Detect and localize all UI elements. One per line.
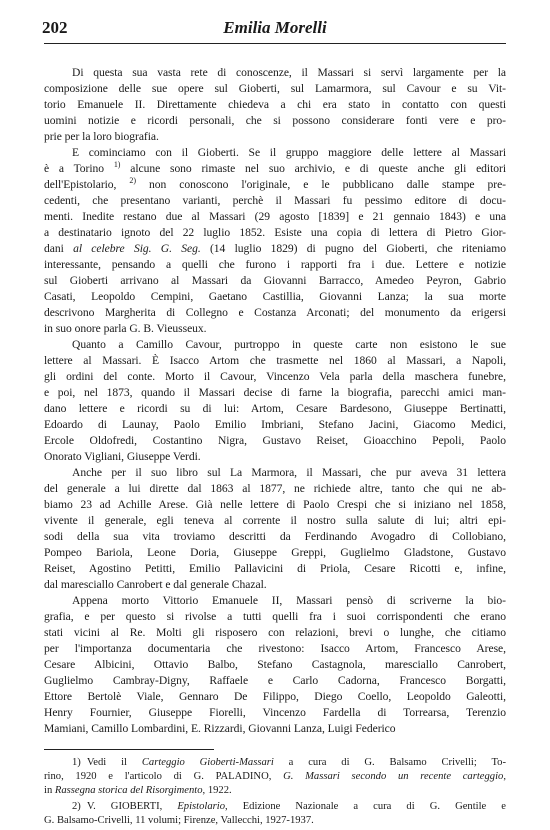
text-line: sodi della sua vita troviamo descritti da Ferdinando Avogadro di Collobiano, — [44, 530, 506, 543]
footnote-reference[interactable]: 1) — [113, 160, 121, 170]
paragraph — [44, 337, 506, 465]
page-number: 202 — [42, 18, 68, 37]
text-line: Guglielmo Cambray-Digny, Raffaele e Carlo Cadorna, Francesco Borgatti, — [44, 674, 506, 687]
text-line: in suo onore parla G. B. Vieusseux. — [44, 322, 207, 335]
text-line: interessante, pensando a quelli che furono i rapporti fra i due. Lettere e notizie — [44, 258, 506, 271]
footnote-rule — [44, 749, 214, 750]
footnote-line: 1) Vedi il Carteggio Gioberti-Massari a cura di G. Balsamo Crivelli; To- — [44, 756, 506, 770]
paragraph — [44, 593, 506, 737]
text-line: dal maresciallo Canrobert e dal generale Chazal. — [44, 578, 267, 591]
paragraph — [44, 65, 506, 145]
footnote — [44, 756, 506, 798]
italic-text: al celebre Sig. G. Seg. — [73, 242, 201, 255]
text-line: è a Torino $^{1)}$ alcune sono rimaste nel suo archivio, e di queste anche gli editori — [44, 160, 506, 175]
text-line: dani al celebre Sig. G. Seg. (14 luglio 1829) di pugno del Gioberti, che riteniamo — [44, 242, 506, 255]
text-line: Ettore Bertolè Viale, Gennaro De Filippo, Diego Coello, Leopoldo Galeotti, — [44, 690, 506, 703]
italic-text: Rassegna storica del Risorgimento — [54, 785, 203, 796]
footnote-marker: 2) — [72, 801, 81, 812]
text-line: gli ordini del conte. Morto il Cavour, Vincenzo Vela parla della maschera funebre, — [44, 370, 506, 383]
text-line: Cesare Albicini, Ottavio Balbo, Stefano Castagnola, maresciallo Canrobert, — [44, 658, 506, 671]
italic-text: G. Massari secondo un recente carteggio — [283, 771, 504, 782]
italic-text: Epistolario — [177, 801, 225, 812]
text-line: cedenti, che presentano varianti, perchè il Massari fu pessimo editore di docu- — [44, 194, 506, 207]
text-line: dano lettere e ricordi su di lui: Artom, Cesare Bardesono, Giuseppe Bertinatti, — [44, 402, 506, 415]
text-line: e poi, nel 1873, quando il Massari decise di farne la biografia, parecchi amici man- — [44, 386, 506, 399]
text-line: biamo 23 ad Achille Arese. Già nelle lettere di Paolo Crespi che si iniziano nel 1858, — [44, 498, 506, 511]
footnote-line: rino, 1920 e l'articolo di G. PALADINO, G. Massari secondo un recente carteggio, — [44, 771, 506, 782]
body-text — [44, 65, 506, 737]
text-line: dell'Epistolario, $^{2)}$ non conoscono l'originale, e le pubblicano dalle stampe pre- — [44, 176, 506, 191]
text-line: Casati, Leopoldo Cempini, Gaetano Castillia, Giovanni Lanza; la sua morte — [44, 290, 506, 303]
footnote-reference[interactable]: 2) — [129, 176, 136, 186]
paragraph — [44, 465, 506, 593]
text-line: Di questa sua vasta rete di conoscenze, il Massari si servì largamente per la — [72, 66, 506, 79]
text-line: Anche per il suo libro sul La Marmora, il Massari, che pur aveva 31 lettera — [72, 466, 506, 479]
footnotes — [44, 756, 506, 828]
italic-text: Carteggio Gioberti-Massari — [141, 757, 274, 768]
footnote-line: in Rassegna storica del Risorgimento, 1922. — [44, 785, 232, 796]
running-head: Emilia Morelli — [223, 18, 327, 37]
text-line: torio Emanuele II. Direttamente chiedeva a chi era stato in contatto con questi — [44, 98, 506, 111]
page-header — [44, 18, 506, 38]
text-line: sul Gioberti arrivano al Massari da Giovanni Barracco, Amedeo Peyron, Gabrio — [44, 274, 506, 287]
text-line: stati vicini al Re. Molti gli risposero con relazioni, brevi o lunghe, che citiamo — [44, 626, 506, 639]
footnote — [44, 800, 506, 828]
text-line: uomini notizie e ricordi personali, che si possono considerare fonti vere e pro- — [44, 114, 506, 127]
text-line: grafia, e per questo si rivolse a tutti quelli fra i suoi corrispondenti che erano — [44, 610, 506, 623]
text-line: Quanto a Camillo Cavour, purtroppo in queste carte non esistono le sue — [72, 338, 506, 351]
footnote-line: G. Balsamo-Crivelli, 11 volumi; Firenze, Vallecchi, 1927-1937. — [44, 815, 314, 826]
text-line: lettere al Massari. È Isacco Artom che trasmette nel 1860 al Massari, a Napoli, — [44, 354, 506, 367]
text-line: Onorato Vigliani, Giuseppe Verdi. — [44, 450, 201, 463]
text-line: descrivono Margherita di Collegno e Costanza Arconati; del monumento da erigersi — [44, 306, 506, 319]
text-line: E cominciamo con il Gioberti. Se il gruppo maggiore delle lettere al Massari — [72, 146, 506, 159]
text-line: menti. Inedite restano due al Massari (29 agosto [1839] e 21 gennaio 1843) e una — [44, 210, 506, 223]
text-line: Mamiani, Camillo Lombardini, E. Rizzardi, Giovanni Lanza, Luigi Federico — [44, 722, 396, 735]
text-line: a destinatario ignoto del 22 luglio 1852. Esiste una copia di lettera di Pietro Gior- — [44, 226, 506, 239]
text-line: composizione delle sue opere sul Gioberti, sul Lamarmora, sul Cavour e su Vit- — [44, 82, 506, 95]
text-line: Edoardo di Launay, Paolo Emilio Imbriani, Stefano Jacini, Giacomo Medici, — [44, 418, 506, 431]
text-line: prie per la loro biografia. — [44, 130, 159, 143]
text-line: Ercole Oldofredi, Costantino Nigra, Gustavo Reiset, Gioacchino Pepoli, Paolo — [44, 434, 506, 447]
footnote-line: 2) V. GIOBERTI, Epistolario, Edizione Nazionale a cura di G. Gentile e — [44, 800, 506, 814]
text-line: Pompeo Bariola, Leone Doria, Giuseppe Greppi, Guglielmo Gladstone, Gustavo — [44, 546, 506, 559]
text-line: Henry Fournier, Giuseppe Fiorelli, Vincenzo Fardella di Torrearsa, Terenzio — [44, 706, 506, 719]
text-line: Appena morto Vittorio Emanuele II, Massari pensò di scriverne la bio- — [72, 594, 506, 607]
header-rule — [44, 43, 506, 44]
text-line: Reiset, Agostino Petitti, Emilio Pallavicini di Priola, Cesare Ricotti e, infine, — [44, 562, 506, 575]
text-line: vivente il generale, egli teneva al corrente il nostro sulla salute di lui; altri epi- — [44, 514, 506, 527]
text-line: del generale a lui dirette dal 1863 al 1877, ne richiede altre, tanto che qui ne ab- — [44, 482, 506, 495]
footnote-marker: 1) — [72, 757, 81, 768]
paragraph — [44, 145, 506, 337]
text-line: per l'importanza documentaria che rivestono: Isacco Artom, Francesco Arese, — [44, 642, 506, 655]
